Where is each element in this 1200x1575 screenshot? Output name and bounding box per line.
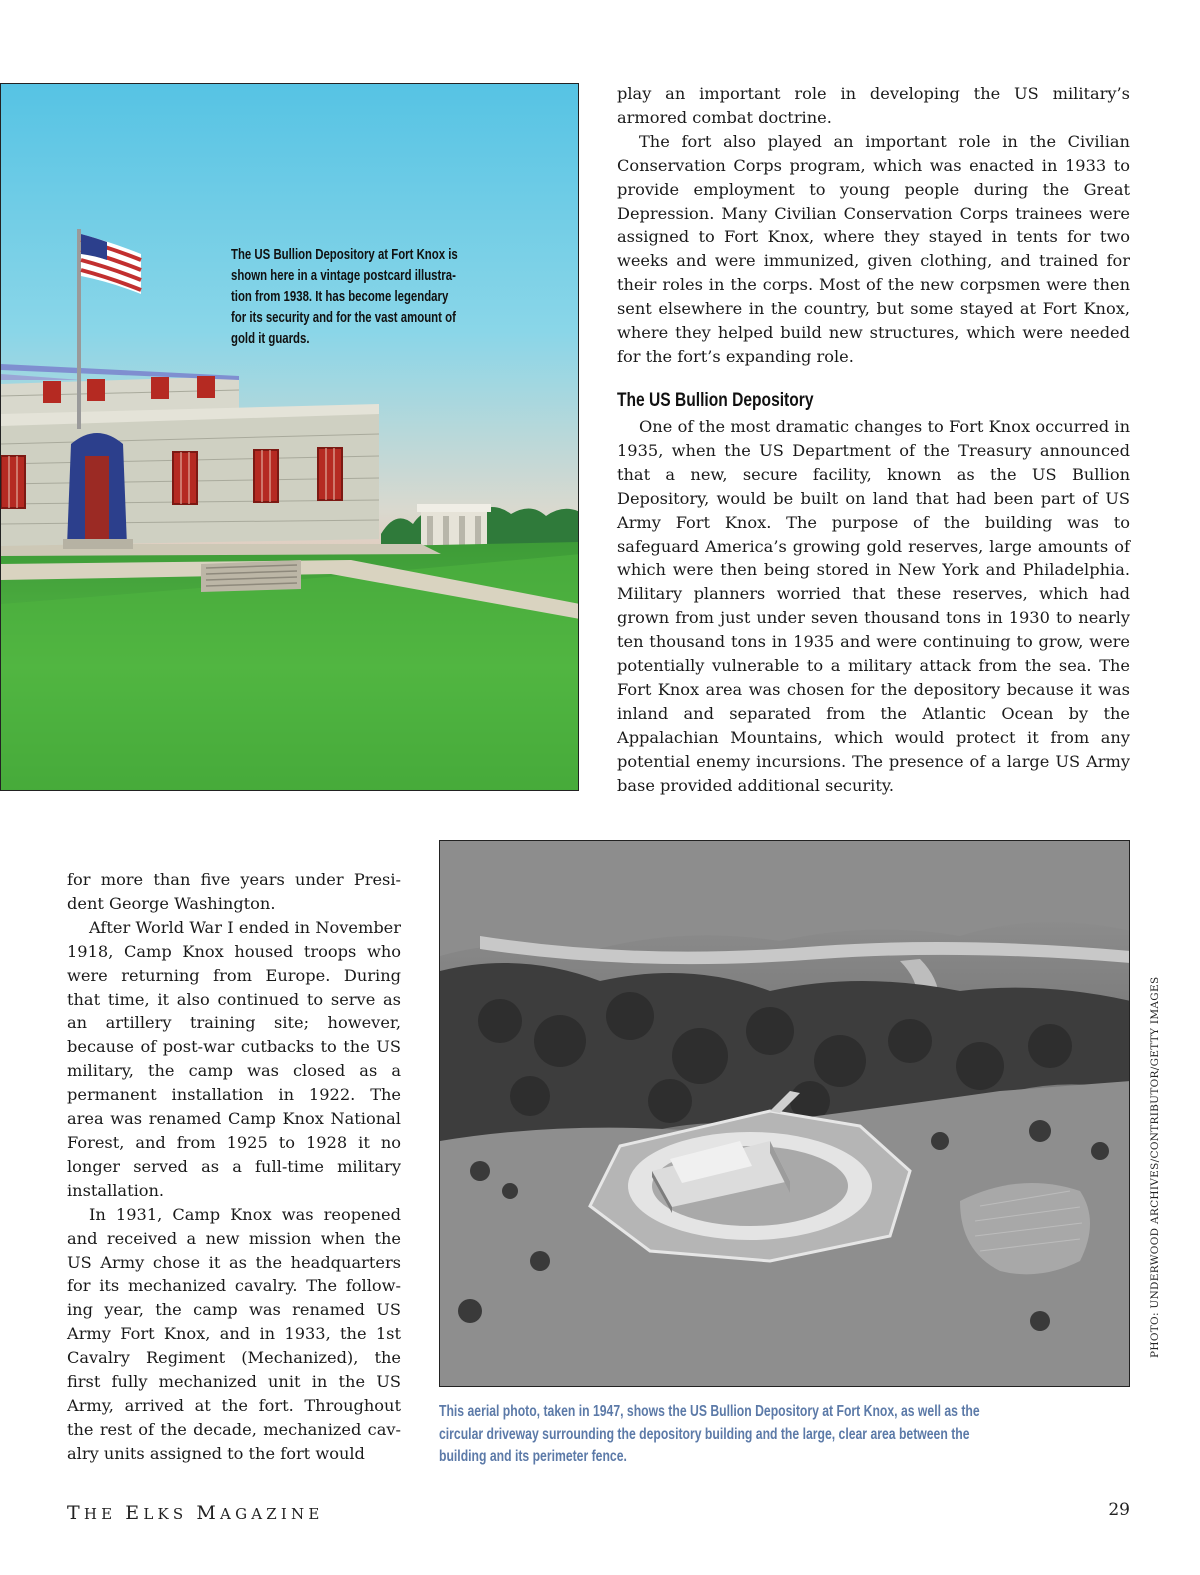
magazine-title-part: AGAZINE: [220, 1505, 324, 1523]
aerial-caption: [439, 1401, 1130, 1469]
right-column-text: [617, 82, 1130, 369]
paragraph: for more than five years under President George Washington.: [67, 870, 401, 913]
left-column-text: [67, 868, 401, 1466]
paragraph: After World War I ended in November 1918, Camp Knox housed troops who were returning from Europe. During that time, it also continued to serve as an artillery training site; however, because of post-war cutbacks to the US military, the camp was closed as a permanent installation in 1922. The area was renamed Camp Knox National Forest, and from 1925 to 1928 it no longer served as a full-time military installation.: [67, 917, 401, 1200]
caption-line: gold it guards.: [231, 330, 310, 347]
caption-line: tion from 1938. It has become legendary: [231, 288, 449, 305]
section-heading: The US Bullion Depository: [617, 390, 814, 411]
magazine-title-part: LKS: [143, 1505, 197, 1523]
caption-line: shown here in a vintage postcard illustra-: [231, 267, 456, 284]
page-number: 29: [1108, 1500, 1130, 1520]
magazine-title-part: HE: [83, 1505, 126, 1523]
aerial-photo: [439, 840, 1130, 1387]
paragraph: One of the most dramatic changes to Fort Knox occurred in 1935, when the US Department of the Treasury announced that a new, secure facility, known as the US Bullion Depository, would be built on land that had been part of US Army Fort Knox. The purpose of the building was to safeguard America’s growing gold reserves, large amounts of which were then being stored in New York and Philadelphia. Military planners worried that these reserves, which had grown from just under seven thousand tons in 1930 to nearly ten thousand tons in 1935 and were continuing to grow, were potentially vulnerable to a military attack from the sea. The Fort Knox area was chosen for the depository because it was inland and separated from the Atlantic Ocean by the Appalachian Mountains, which would protect it from any potential enemy incursions. The presence of a large US Army base provided additional security.: [617, 417, 1130, 795]
postcard-image: [1, 84, 579, 791]
caption-line: building and its perimeter fence.: [439, 1448, 627, 1465]
postcard-caption: [231, 244, 527, 349]
caption-line: circular driveway surrounding the depository building and the large, clear area between the: [439, 1425, 970, 1443]
paragraph: In 1931, Camp Knox was reopened and received a new mission when the US Army chose it as the headquarters for its mechanized cavalry. The following year, the camp was renamed US Army Fort Knox, and in 1933, the 1st Cavalry Regiment (Mechanized), the first fully mechanized unit in the US Army, arrived at the fort. Throughout the rest of the decade, mechanized cavalry units assigned to the fort would: [67, 1204, 401, 1463]
aerial-photo-image: [440, 841, 1130, 1387]
paragraph: play an important role in developing the US military’s armored combat doctrine.: [617, 84, 1130, 127]
caption-line: for its security and for the vast amount of: [231, 309, 456, 326]
magazine-title-initial: T: [67, 1502, 84, 1524]
magazine-title-initial: E: [125, 1502, 144, 1524]
magazine-title: [67, 1502, 324, 1524]
postcard-illustration: [0, 83, 579, 791]
magazine-title-initial: M: [196, 1502, 221, 1524]
caption-line: This aerial photo, taken in 1947, shows the US Bullion Depository at Fort Knox, as well as the: [439, 1403, 980, 1420]
caption-line: The US Bullion Depository at Fort Knox is: [231, 246, 458, 263]
right-column-section-text: [617, 415, 1130, 798]
photo-credit: PHOTO: UNDERWOOD ARCHIVES/CONTRIBUTOR/GETTY IMAGES: [1149, 976, 1161, 1358]
paragraph: The fort also played an important role in the Civilian Conservation Corps program, which was enacted in 1933 to provide employment to young people during the Great Depression. Many Civilian Conservation Corps trainees were assigned to Fort Knox, where they stayed in tents for two weeks and were immunized, given clothing, and trained for their roles in the corps. Most of the new corpsmen were then sent elsewhere in the country, but some stayed at Fort Knox, where they helped build new structures, which were needed for the fort’s expanding role.: [617, 131, 1130, 366]
